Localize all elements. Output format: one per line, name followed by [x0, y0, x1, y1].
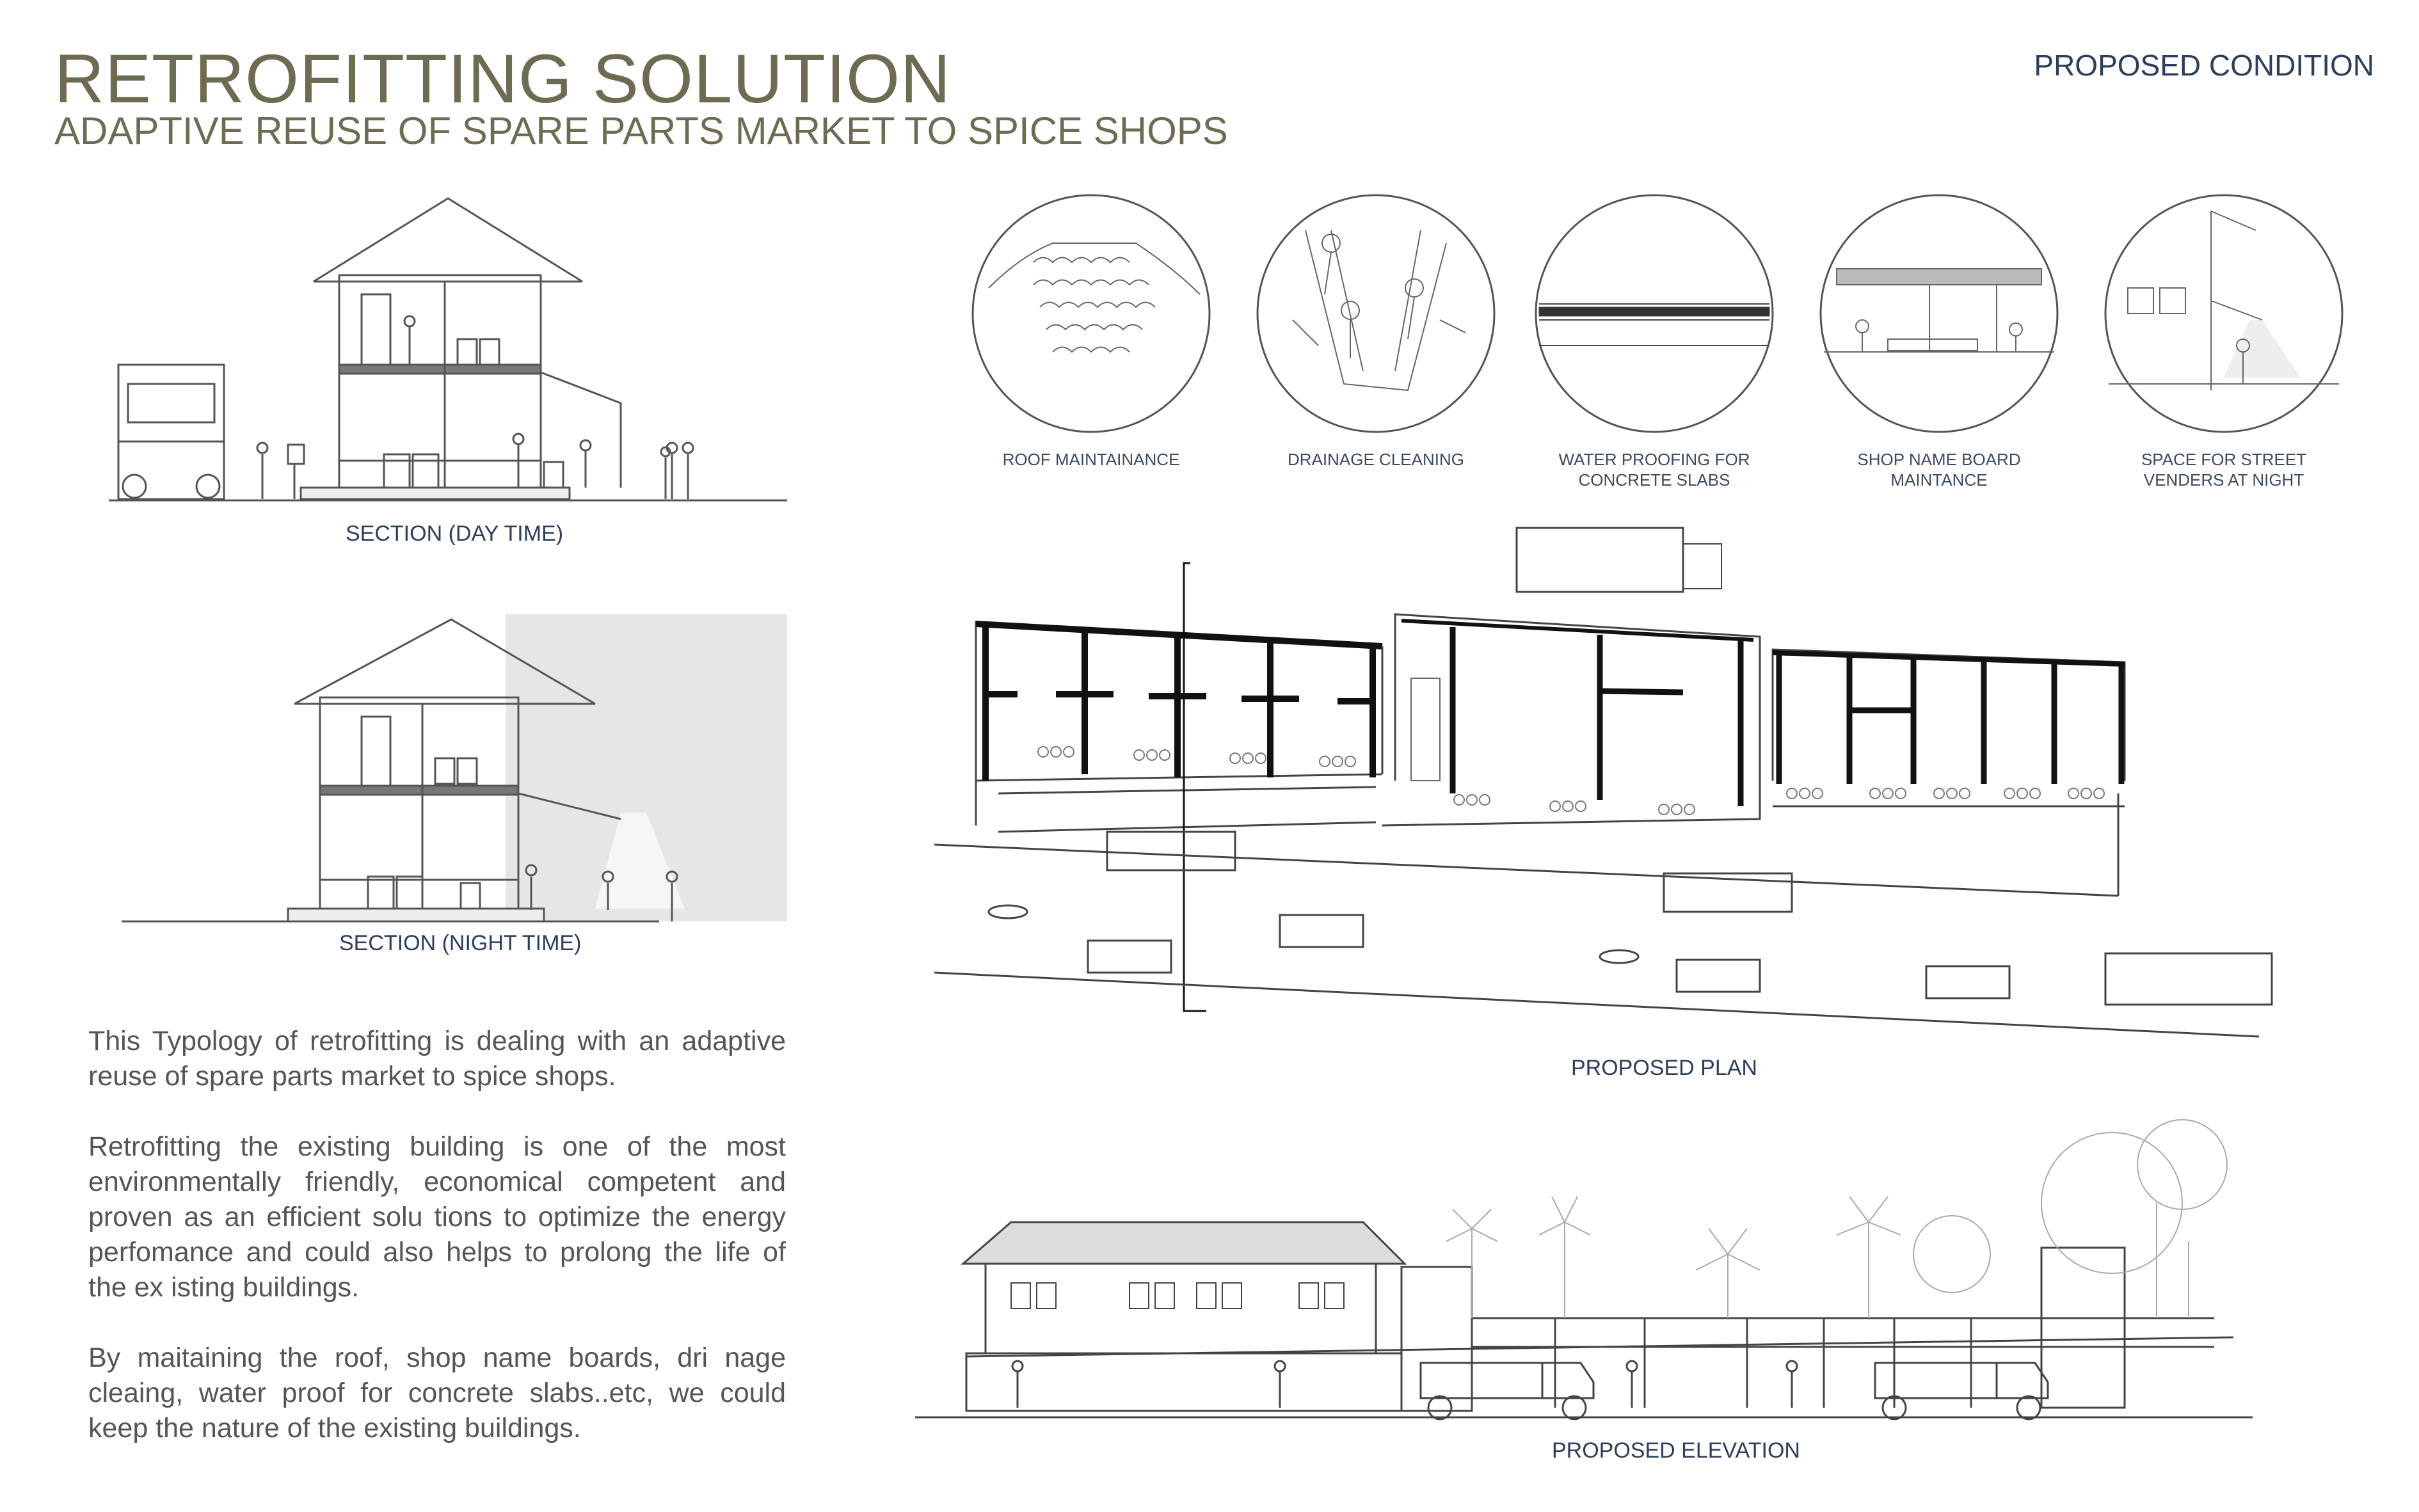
detail-label-shopboard: SHOP NAME BOARD MAINTANCE — [1857, 450, 2021, 489]
section-day-caption: SECTION (DAY TIME) — [346, 521, 564, 546]
condition-label: PROPOSED CONDITION — [2034, 49, 2374, 82]
detail-streetvendor-circle — [2102, 192, 2345, 435]
plan-caption: PROPOSED PLAN — [1571, 1056, 1757, 1080]
proposed-plan-drawing — [928, 525, 2381, 1075]
detail-label-roof: ROOF MAINTAINANCE — [1002, 450, 1180, 469]
detail-roof-circle — [970, 192, 1213, 435]
description-paragraph-1: This Typology of retrofitting is dealing with an adaptive reuse of spare parts market to spice shops. — [88, 1026, 786, 1092]
proposed-elevation-drawing — [915, 1126, 2259, 1427]
description-paragraph-2: Retrofitting the existing building is one of the most environmentally friendly, economical competent and proven as an efficient solu tions to optimize the energy perfomance and could also helps to prolong the life of the ex isting buildings. — [88, 1131, 786, 1303]
detail-drainage-circle — [1254, 192, 1497, 435]
detail-label-streetvendor: SPACE FOR STREET VENDERS AT NIGHT — [2141, 450, 2307, 489]
detail-label-drainage: DRAINAGE CLEANING — [1288, 450, 1464, 469]
section-night-drawing — [122, 614, 787, 928]
page-subtitle: ADAPTIVE REUSE OF SPARE PARTS MARKET TO SPICE SHOPS — [54, 109, 1228, 152]
description-paragraph-3: By maitaining the roof, shop name boards, dri nage cleaing, water proof for concrete slabs..etc, we could keep the nature of the existing buildings. — [88, 1342, 786, 1444]
section-night-caption: SECTION (NIGHT TIME) — [339, 931, 582, 955]
section-day-drawing — [109, 192, 787, 505]
page-title: RETROFITTING SOLUTION — [54, 40, 952, 117]
detail-waterproofing-circle — [1533, 192, 1776, 435]
elevation-caption: PROPOSED ELEVATION — [1552, 1438, 1800, 1463]
detail-shopboard-circle — [1817, 192, 2061, 435]
detail-label-waterproofing: WATER PROOFING FOR CONCRETE SLABS — [1558, 450, 1750, 489]
